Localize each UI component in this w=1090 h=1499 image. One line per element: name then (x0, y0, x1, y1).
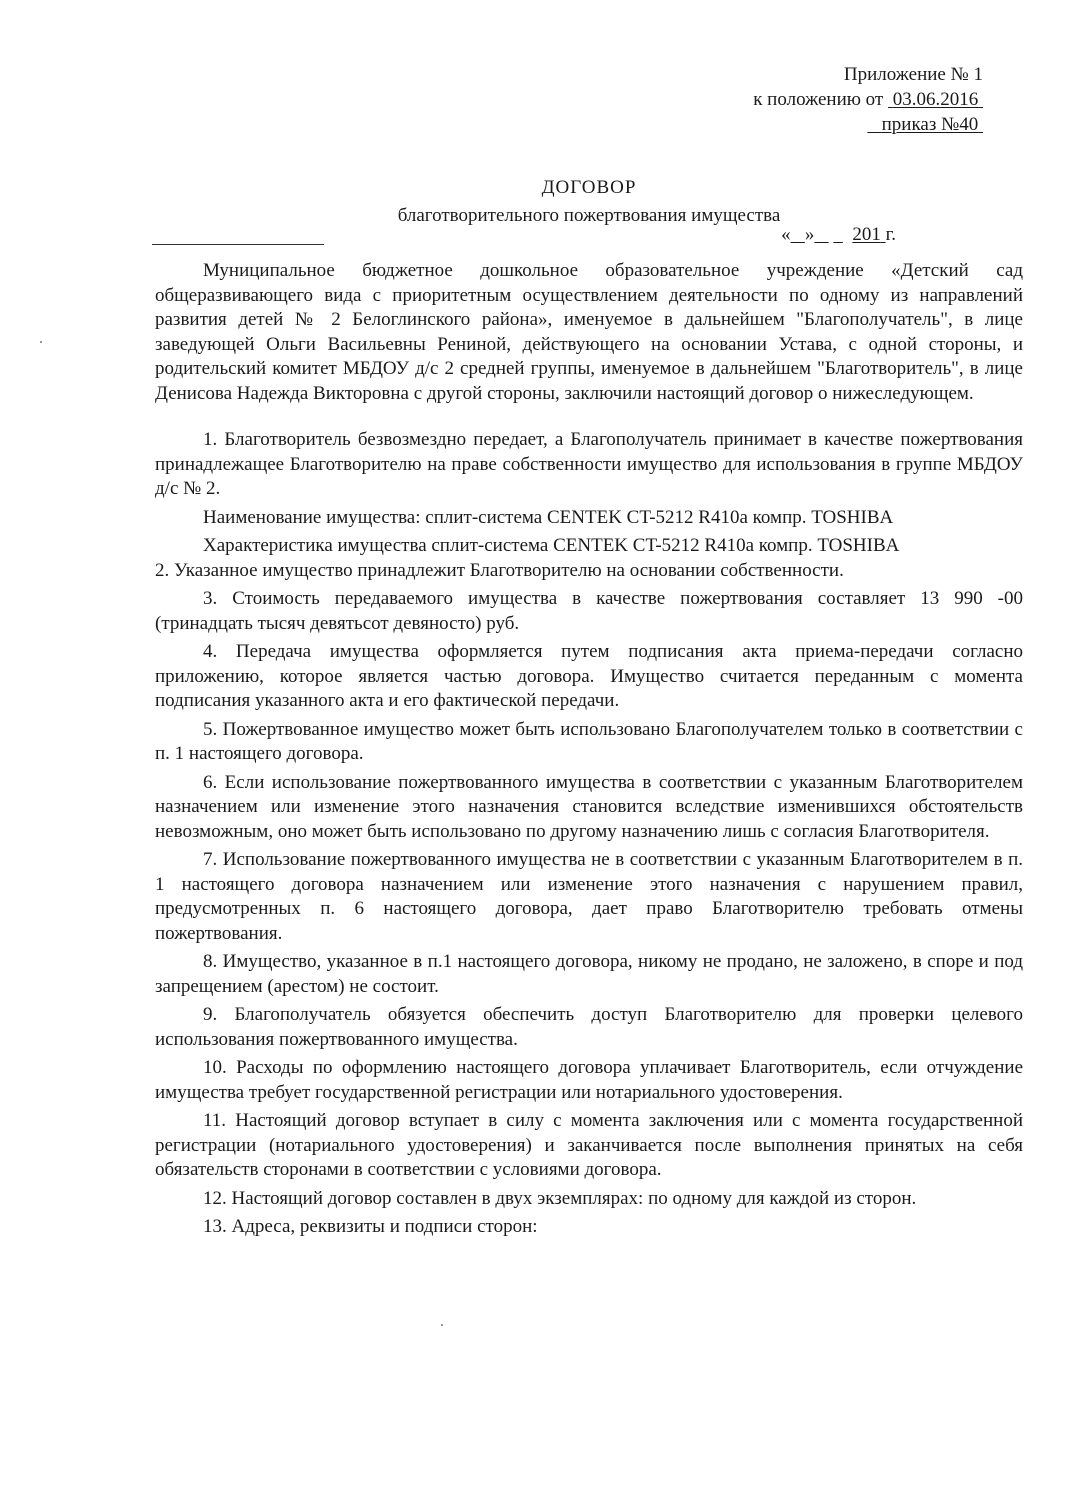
appendix-order (753, 112, 983, 137)
paragraph-6: 6. Если использование пожертвованного имущества в соответствии с указанным Благотворителем назначением или изменение этого назначения становится вследствие изменившихся обстоятельств невозможным, оно может быть использовано по другому назначению лишь с согласия Благотворителя. (155, 771, 1023, 842)
paragraph-2: 2. Указанное имущество принадлежит Благотворителю на основании собственности. (155, 559, 844, 581)
contract-body (155, 259, 1023, 1240)
paragraph-7: 7. Использование пожертвованного имущества не в соответствии с указанным Благотворителем в п. 1 настоящего договора назначением или изменение этого назначения с нарушением правил, предусмотренных п. 6 настоящего договора, дает право Благотворителю требовать отмены пожертвования. (155, 849, 1023, 944)
paragraph-13: 13. Адреса, реквизиты и подписи сторон: (203, 1216, 538, 1237)
paragraph-3: 3. Стоимость передаваемого имущества в качестве пожертвования составляет 13 990 -00 (тринадцать тысяч девятьсот девяносто) руб. (155, 588, 1023, 634)
paragraph-1: 1. Благотворитель безвозмездно передает, а Благополучатель принимает в качестве пожертвования принадлежащее Благотворителю на праве собственности имущество для использования в группе МБДОУ д/с № 2. (155, 429, 1023, 499)
appendix-number: Приложение № 1 (843, 64, 983, 85)
appendix-header (753, 62, 983, 137)
paragraph-1-property-characteristic: Характеристика имущества сплит-система CENTEK CT-5212 R410a компр. TOSHIBA (203, 535, 900, 556)
place-blank-line (152, 244, 324, 245)
appendix-order-number: приказ №40 (881, 114, 979, 135)
paragraph-intro: Муниципальное бюджетное дошкольное образовательное учреждение «Детский сад общеразвивающего вида с приоритетным осуществлением деятельности по одному из направлений развития детей № 2 Белоглинского района», именуемое в дальнейшем "Благополучатель", в лице заведующей Ольги Васильевны Рениной, действующего на основании Устава, с одной стороны, и родительский комитет МБДОУ д/с 2 средней группы, именуемое в дальнейшем "Благотворитель", в лице Денисова Надежда Викторовна с другой стороны, заключили настоящий договор о нижеследующем. (155, 260, 1023, 404)
title-sub: благотворительного пожертвования имущества (397, 205, 781, 226)
paragraph-12: 12. Настоящий договор составлен в двух экземплярах: по одному для каждой из сторон. (203, 1187, 917, 1209)
scan-speck (441, 1324, 443, 1326)
appendix-date: 03.06.2016 (892, 89, 979, 110)
paragraph-9: 9. Благополучатель обязуется обеспечить доступ Благотворителю для проверки целевого использования пожертвованного имущества. (155, 1004, 1023, 1050)
contract-year: 201 (852, 224, 881, 245)
paragraph-11: 11. Настоящий договор вступает в силу с момента заключения или с момента государственной регистрации (нотариального удостоверения) и заканчивается после выполнения принятых на себя обязательств сторонами в соответствии с условиями договора. (155, 1110, 1023, 1180)
appendix-regulation-prefix: к положению от (753, 89, 884, 110)
appendix-regulation-date (753, 87, 983, 112)
place-date-line (152, 224, 896, 250)
paragraph-10: 10. Расходы по оформлению настоящего договора уплачивает Благотворитель, если отчуждение имущества требует государственной регистрации или нотариального удостоверения. (155, 1057, 1023, 1103)
title-main: ДОГОВОР (541, 177, 637, 198)
scan-speck (40, 341, 42, 343)
paragraph-4: 4. Передача имущества оформляется путем подписания акта приема-передачи согласно приложению, которое является частью договора. Имущество считается переданным с момента подписания указанного акта и его фактической передачи. (155, 641, 1023, 711)
paragraph-1-property-name: Наименование имущества: сплит-система CENTEK CT-5212 R410a компр. TOSHIBA (203, 506, 894, 528)
paragraph-8: 8. Имущество, указанное в п.1 настоящего договора, никому не продано, не заложено, в споре и под запрещением (арестом) не состоит. (155, 951, 1023, 997)
contract-date: « » 201 г. (781, 224, 896, 245)
paragraph-5: 5. Пожертвованное имущество может быть использовано Благополучателем только в соответствии с п. 1 настоящего договора. (155, 718, 1023, 764)
contract-year-suffix: г. (885, 224, 896, 245)
document-title (0, 174, 1090, 230)
